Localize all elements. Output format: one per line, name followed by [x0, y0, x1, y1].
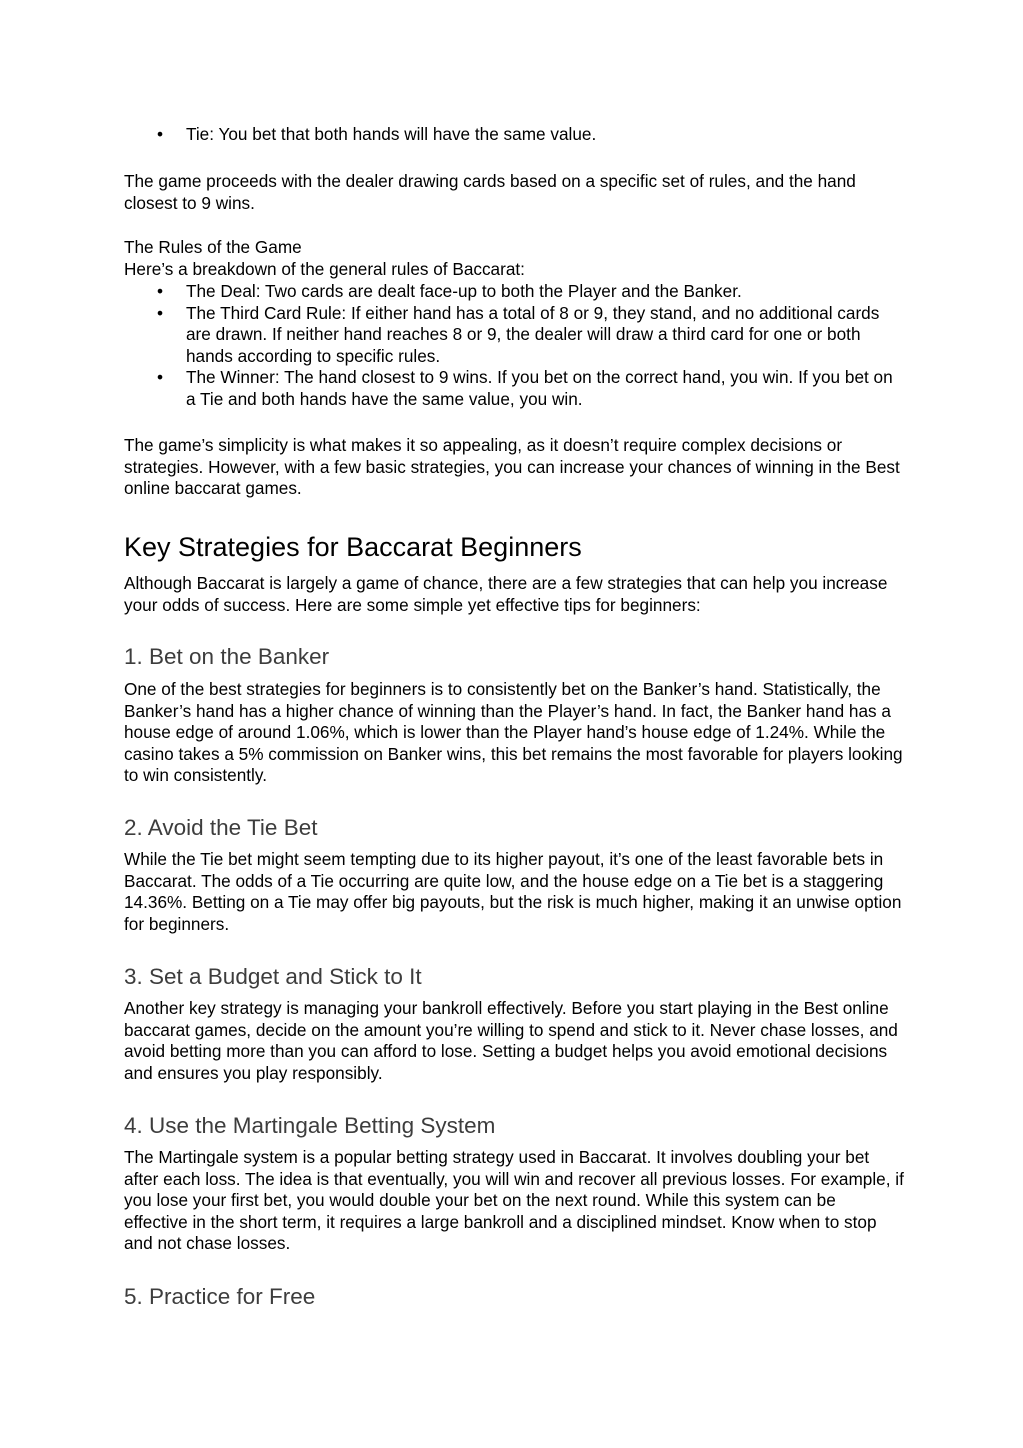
- bullet-text: Tie: You bet that both hands will have the same value.: [186, 124, 597, 144]
- bullet-icon: •: [157, 281, 164, 301]
- paragraph-game-proceeds: The game proceeds with the dealer drawing cards based on a specific set of rules, and the hand closest to 9 wins.: [124, 171, 856, 213]
- bullet-text: The Winner: The hand closest to 9 wins. If you bet on the correct hand, you win. If you bet on a Tie and both hands have the same value, you win.: [186, 367, 893, 409]
- rules-intro: Here’s a breakdown of the general rules of Baccarat:: [124, 259, 525, 279]
- section-heading-bet-on-banker: 1. Bet on the Banker: [124, 644, 330, 669]
- section-body-set-budget: Another key strategy is managing your bankroll effectively. Before you start playing in the Best online baccarat games, decide on the amount you’re willing to spend and stick to it. Never chase losses, and avoid betting more than you can afford to lose. Setting a budget helps you avoid emotional decisions and ensures you play responsibly.: [124, 998, 898, 1083]
- bullet-icon: •: [157, 124, 164, 144]
- bullet-the-deal: [124, 281, 904, 303]
- paragraph-simplicity: The game’s simplicity is what makes it so appealing, as it doesn’t require complex decisions or strategies. However, with a few basic strategies, you can increase your chances of winning in the Best online baccarat games.: [124, 435, 900, 499]
- section-heading-practice-free: 5. Practice for Free: [124, 1284, 316, 1309]
- bullet-text: The Deal: Two cards are dealt face-up to both the Player and the Banker.: [186, 281, 742, 301]
- section-body-martingale: The Martingale system is a popular betting strategy used in Baccarat. It involves doubling your bet after each loss. The idea is that eventually, you will win and recover all previous losses. For example, if you lose your first bet, you would double your bet on the next round. While this system can be effective in the short term, it requires a large bankroll and a disciplined mindset. Know when to stop and not chase losses.: [124, 1147, 904, 1254]
- bullet-icon: •: [157, 302, 164, 323]
- section-heading-martingale: 4. Use the Martingale Betting System: [124, 1113, 496, 1138]
- section-heading-set-budget: 3. Set a Budget and Stick to It: [124, 964, 422, 989]
- heading-key-strategies: Key Strategies for Baccarat Beginners: [124, 532, 582, 562]
- bullet-the-winner: [124, 367, 904, 410]
- rules-bullet-list: [124, 281, 904, 411]
- bullet-text: The Third Card Rule: If either hand has a total of 8 or 9, they stand, and no additional cards are drawn. If neither hand reaches 8 or 9, the dealer will draw a third card for one or both hands according to specific rules.: [186, 302, 880, 366]
- section-body-bet-on-banker: One of the best strategies for beginners is to consistently bet on the Banker’s hand. Statistically, the Banker’s hand has a higher chance of winning than the Player’s hand. In fact, the Banker hand has a house edge of around 1.06%, which is lower than the Player hand’s house edge of 1.24%. While the casino takes a 5% commission on Banker wins, this bet remains the most favorable for players looking to win consistently.: [124, 679, 903, 786]
- paragraph-although: Although Baccarat is largely a game of chance, there are a few strategies that can help you increase your odds of success. Here are some simple yet effective tips for beginners:: [124, 573, 888, 615]
- intro-bullet-list: [124, 124, 904, 146]
- rules-title: The Rules of the Game: [124, 237, 302, 257]
- bullet-tie: [124, 124, 904, 146]
- section-body-avoid-tie: While the Tie bet might seem tempting due to its higher payout, it’s one of the least favorable bets in Baccarat. The odds of a Tie occurring are quite low, and the house edge on a Tie bet is a staggering 14.36%. Betting on a Tie may offer big payouts, but the risk is much higher, making it an unwise option for beginners.: [124, 849, 902, 934]
- bullet-third-card-rule: [124, 303, 904, 368]
- section-heading-avoid-tie: 2. Avoid the Tie Bet: [124, 815, 318, 840]
- bullet-icon: •: [157, 367, 164, 388]
